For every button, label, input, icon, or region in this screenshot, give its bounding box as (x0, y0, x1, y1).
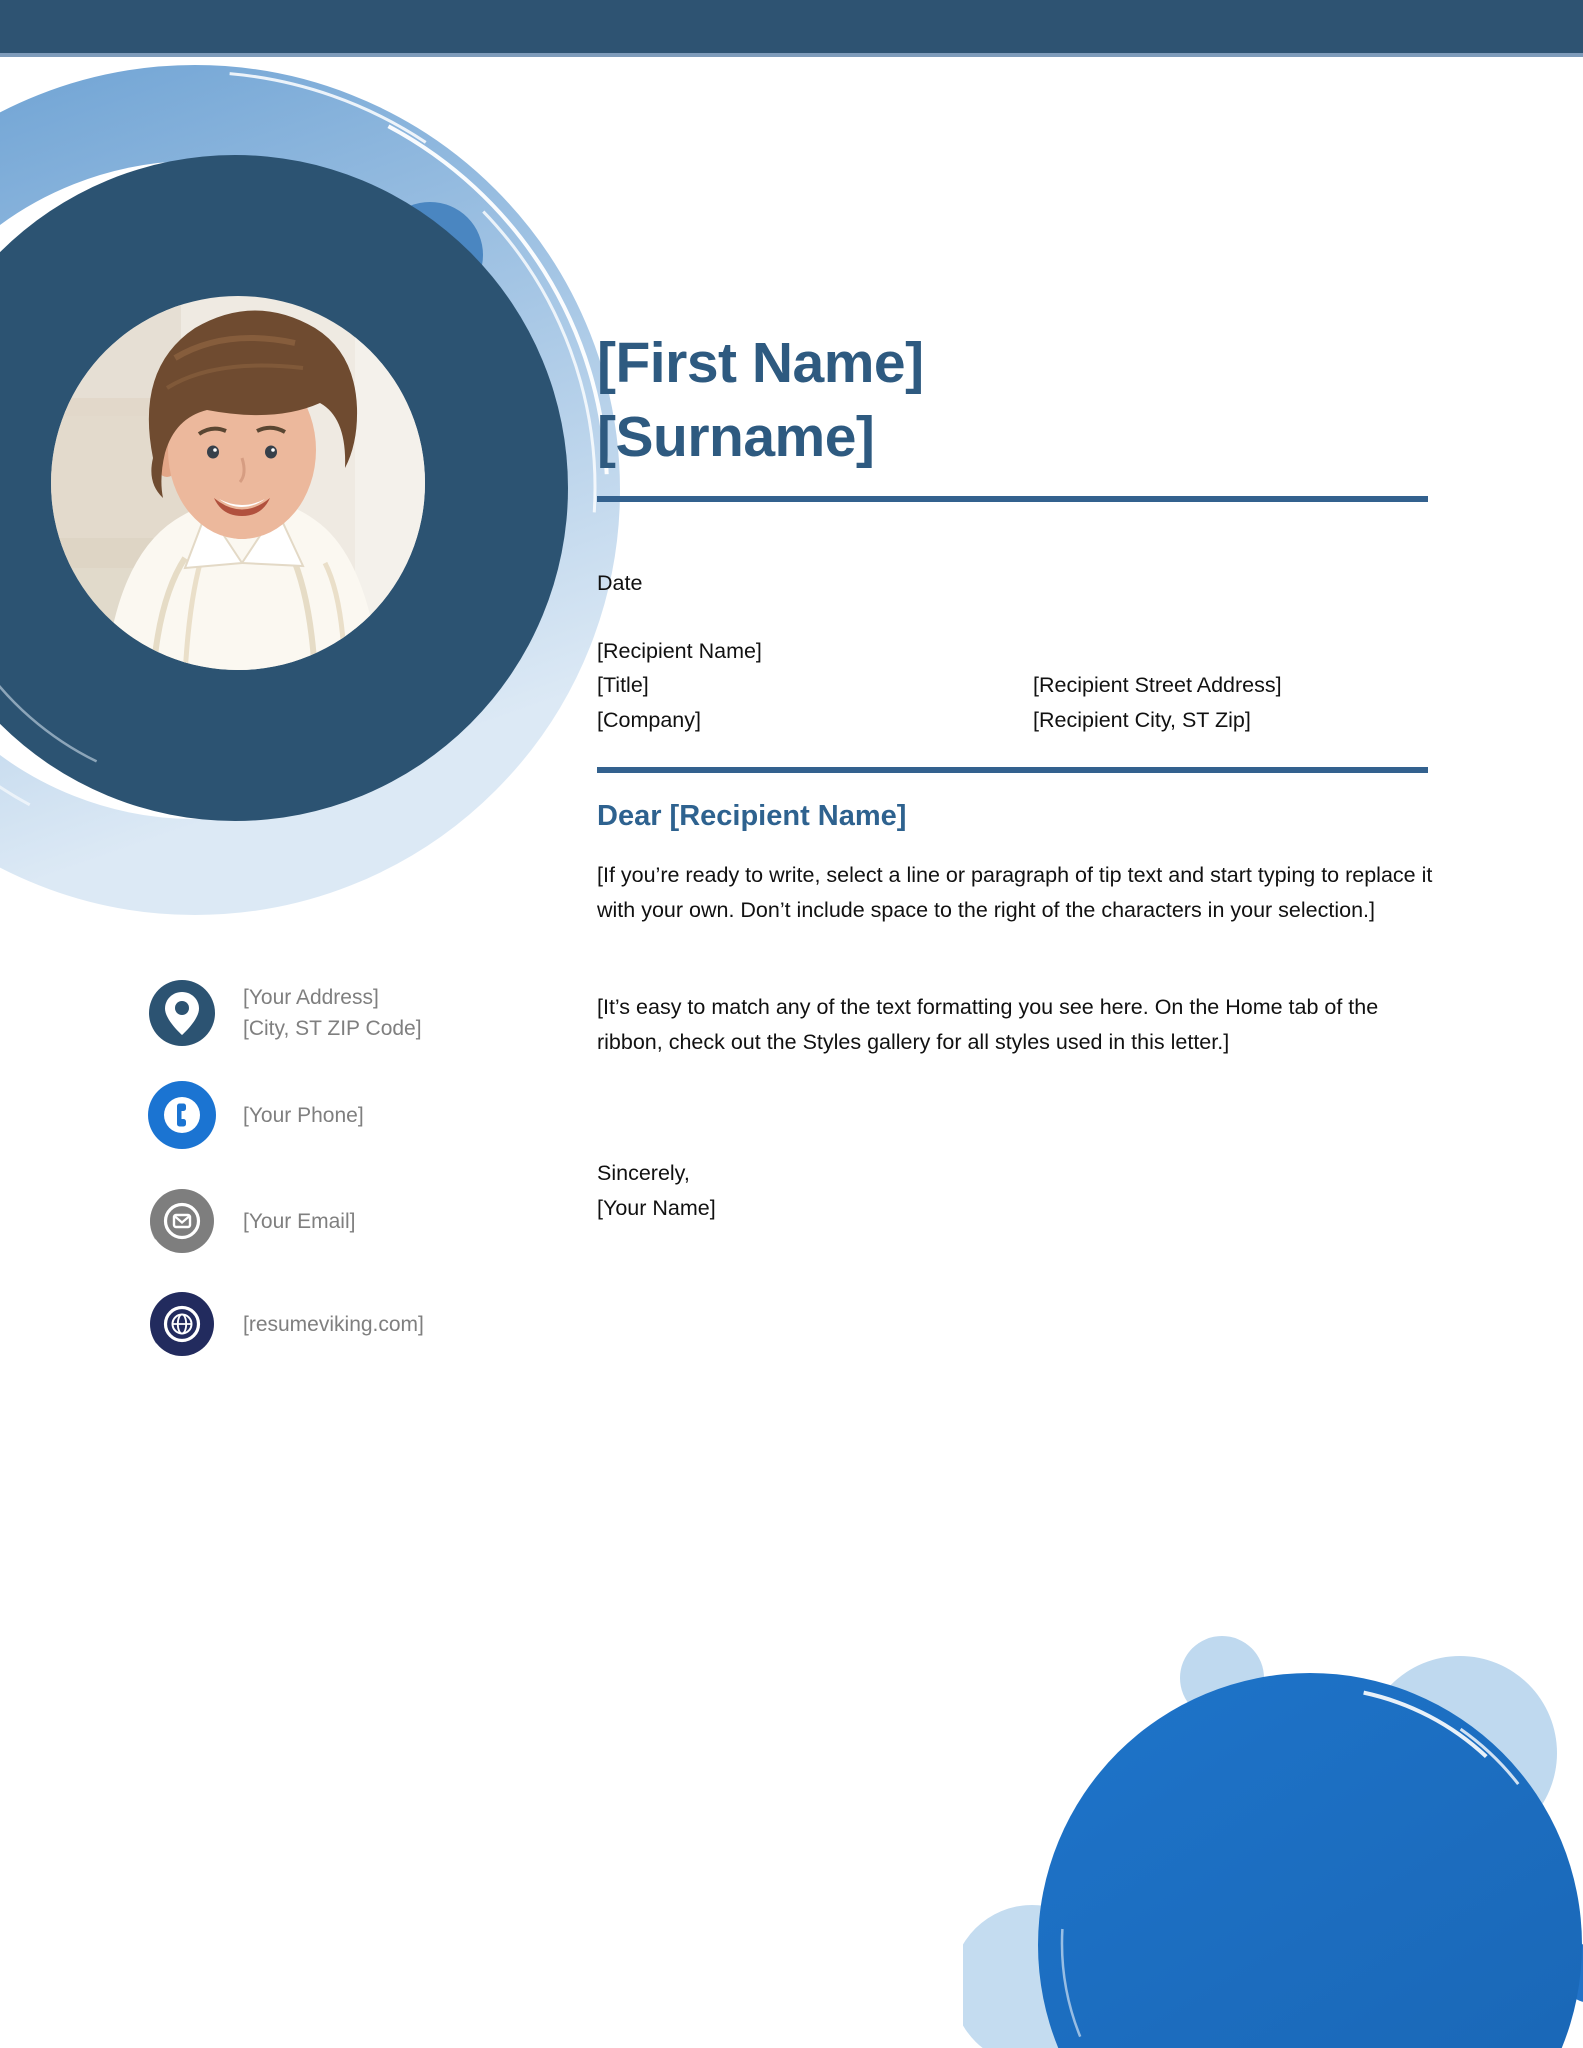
body-paragraph: [If you’re ready to write, select a line or paragraph of tip text and start typing to replace it with your own. Don’t include space to the right of the characters in your selection.] (597, 863, 1433, 922)
divider-rule (597, 767, 1428, 773)
location-pin-icon (148, 979, 216, 1047)
signoff-block (597, 1156, 716, 1226)
brush-ring (0, 113, 572, 867)
blue-sliver-circle (1561, 1943, 1583, 2003)
bottom-paint-decoration (963, 1548, 1583, 2048)
contact-item-website (148, 1290, 424, 1358)
signature-placeholder: [Your Name] (597, 1196, 716, 1220)
email-icon (148, 1187, 216, 1255)
city-zip-label: [City, ST ZIP Code] (243, 1017, 422, 1040)
profile-photo (51, 296, 435, 678)
recipient-title: [Title] (597, 673, 649, 698)
contact-item-email (148, 1187, 355, 1255)
contact-item-address (148, 979, 422, 1047)
page-title (597, 326, 1442, 474)
accent-dot (377, 202, 483, 308)
recipient-name: [Recipient Name] (597, 639, 762, 663)
closing-text: Sincerely, (597, 1161, 690, 1185)
top-accent-bar (0, 0, 1583, 57)
recipient-street: [Recipient Street Address] (1033, 673, 1282, 698)
header-rule (597, 496, 1428, 502)
light-blue-circle (1363, 1656, 1557, 1850)
navy-circle (0, 155, 568, 821)
recipient-block (597, 634, 1442, 737)
surname-placeholder: [Surname] (597, 405, 875, 469)
profile-photo-decoration (0, 58, 635, 918)
contact-item-phone (148, 1081, 364, 1149)
salutation: Dear [Recipient Name] (597, 800, 907, 832)
light-blue-circle (963, 1905, 1112, 2048)
big-blue-circle (1038, 1673, 1582, 2048)
phone-icon (148, 1081, 216, 1149)
first-name-placeholder: [First Name] (597, 331, 924, 395)
globe-icon (148, 1290, 216, 1358)
website-label: [resumeviking.com] (243, 1312, 424, 1336)
light-blue-circle (1180, 1636, 1264, 1720)
recipient-company: [Company] (597, 707, 701, 732)
body-paragraph: [It’s easy to match any of the text formatting you see here. On the Home tab of the ribbon, check out the Styles gallery for all styles used in this letter.] (597, 995, 1379, 1054)
phone-label: [Your Phone] (243, 1103, 364, 1127)
date-label: Date (597, 571, 643, 595)
recipient-city: [Recipient City, ST Zip] (1033, 707, 1251, 732)
address-label: [Your Address] (243, 986, 379, 1009)
email-label: [Your Email] (243, 1209, 356, 1233)
